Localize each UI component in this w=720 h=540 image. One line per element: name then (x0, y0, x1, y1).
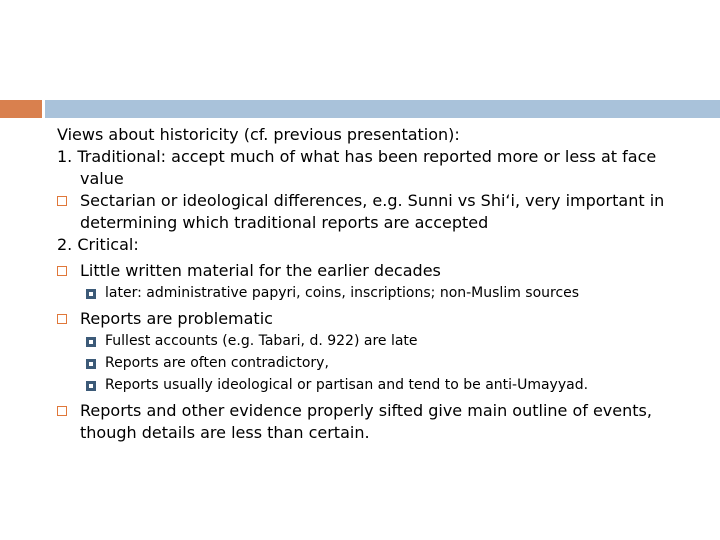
sub-bullet-ideological (57, 374, 697, 396)
square-bullet-icon (57, 314, 67, 324)
section-traditional-label: 1. Traditional: accept much of what has been reported more or less at face (57, 147, 657, 166)
section-traditional-label-cont: value (80, 169, 124, 188)
bullet-reports-problematic-text: Reports are problematic (80, 309, 273, 328)
slide-body (57, 124, 697, 444)
bullet-little-written-text: Little written material for the earlier decades (80, 261, 441, 280)
sub-bullet-later-text: later: administrative papyri, coins, inscriptions; non-Muslim sources (105, 285, 580, 301)
bullet-reports-sifted-line2: though details are less than certain. (80, 423, 370, 442)
sub-bullet-later (57, 282, 697, 304)
sub-bullet-fullest-text: Fullest accounts (e.g. Tabari, d. 922) are late (105, 333, 418, 349)
section-traditional (57, 146, 697, 190)
bullet-reports-sifted (57, 400, 697, 444)
bullet-sectarian-line2: determining which traditional reports are accepted (80, 213, 489, 232)
bullet-reports-problematic (57, 308, 697, 330)
square-bullet-icon (57, 266, 67, 276)
sub-bullet-contradictory (57, 352, 697, 374)
filled-square-bullet-icon (86, 337, 96, 347)
section-critical-label: 2. Critical: (57, 235, 139, 254)
sub-bullet-ideological-text: Reports usually ideological or partisan and tend to be anti-Umayyad. (105, 377, 589, 393)
header-accent-bar (0, 100, 42, 118)
filled-square-bullet-icon (86, 289, 96, 299)
bullet-little-written (57, 260, 697, 282)
intro-line: Views about historicity (cf. previous presentation): (57, 125, 460, 144)
filled-square-bullet-icon (86, 359, 96, 369)
square-bullet-icon (57, 406, 67, 416)
bullet-reports-sifted-line1: Reports and other evidence properly sifted give main outline of events, (80, 401, 652, 420)
bullet-sectarian-line1: Sectarian or ideological differences, e.g. Sunni vs Shi‘i, very important in (80, 191, 665, 210)
square-bullet-icon (57, 196, 67, 206)
bullet-sectarian (57, 190, 697, 234)
filled-square-bullet-icon (86, 381, 96, 391)
header-bar (45, 100, 720, 118)
sub-bullet-contradictory-text: Reports are often contradictory, (105, 355, 329, 371)
sub-bullet-fullest (57, 330, 697, 352)
